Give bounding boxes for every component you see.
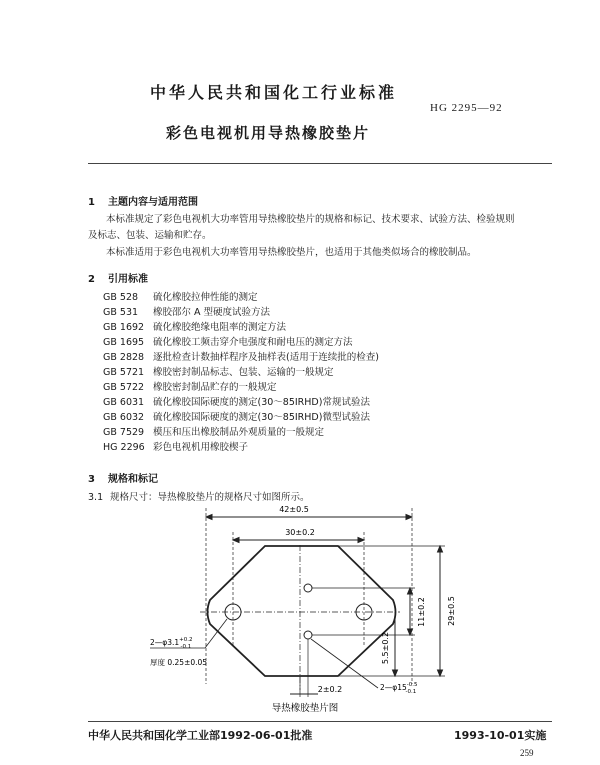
reference-code: GB 1692 xyxy=(103,322,145,333)
reference-title: 逐批检查计数抽样程序及抽样表(适用于连续批的检查) xyxy=(153,352,379,363)
section-2-number: 2 xyxy=(88,274,95,285)
label-thickness: 厚度 0.25±0.05 xyxy=(150,658,208,667)
section-1-para-2: 本标准适用于彩色电视机大功率管用导热橡胶垫片，也适用于其他类似场合的橡胶制品。 xyxy=(106,247,477,258)
reference-code: GB 7529 xyxy=(103,427,145,438)
section-3-1-number: 3.1 xyxy=(88,492,104,503)
page-number: 259 xyxy=(520,748,534,758)
leader-large-hole xyxy=(205,619,227,648)
dim-text-overall-height: 29±0.5 xyxy=(447,596,456,626)
label-large-hole: $2—\varphi 3.1^{+0.2}$ -0.1 xyxy=(150,637,193,650)
reference-title: 硫化橡胶国际硬度的测定(30～85IRHD)微型试验法 xyxy=(153,412,370,423)
arrow-down xyxy=(438,670,443,676)
arrow-up xyxy=(438,546,443,552)
reference-code: GB 5721 xyxy=(103,367,145,378)
reference-code: HG 2296 xyxy=(103,442,145,453)
section-2-title: 引用标准 xyxy=(108,274,148,285)
dim-text-hole-spacing: 30±0.2 xyxy=(285,528,315,537)
reference-title: 模压和压出橡胶制品外观质量的一般规定 xyxy=(153,427,325,438)
small-hole-top xyxy=(304,584,312,592)
document-title: 彩色电视机用导热橡胶垫片 xyxy=(166,124,371,142)
arrow-left xyxy=(206,515,212,520)
section-1-para-1-line-2: 及标志、包装、运输和贮存。 xyxy=(88,230,212,241)
standard-code: HG 2295—92 xyxy=(430,102,503,114)
arrow-left xyxy=(233,538,239,543)
reference-code: GB 1695 xyxy=(103,337,145,348)
reference-title: 彩色电视机用橡胶楔子 xyxy=(153,442,249,453)
reference-title: 硫化橡胶国际硬度的测定(30～85IRHD)常规试验法 xyxy=(153,397,370,408)
label-small-hole: $2—\varphi 15^{-0.5}$ -0.1 xyxy=(380,682,418,695)
reference-code: GB 6031 xyxy=(103,397,145,408)
gasket-outline xyxy=(208,546,396,676)
dim-text-small-hole-offset: 5.5±0.2 xyxy=(381,631,390,665)
section-1-number: 1 xyxy=(88,197,95,208)
reference-code: GB 528 xyxy=(103,292,139,303)
reference-code: GB 5722 xyxy=(103,382,145,393)
leader-small-hole xyxy=(311,639,378,688)
footer-rule xyxy=(88,721,552,722)
section-1-title: 主题内容与适用范围 xyxy=(108,197,198,208)
section-1-para-1-line-1: 本标准规定了彩色电视机大功率管用导热橡胶垫片的规格和标记、技术要求、试验方法、检验规则 xyxy=(106,214,515,225)
reference-title: 硫化橡胶工频击穿介电强度和耐电压的测定方法 xyxy=(153,337,353,348)
arrow-right xyxy=(406,515,412,520)
implementation-date: 1993-10-01实施 xyxy=(454,729,547,742)
small-hole-bottom xyxy=(304,631,312,639)
arrow-right xyxy=(358,538,364,543)
section-3-1-body: 规格尺寸：导热橡胶垫片的规格尺寸如图所示。 xyxy=(110,492,310,503)
reference-title: 硫化橡胶拉伸性能的测定 xyxy=(153,292,258,303)
section-3-title: 规格和标记 xyxy=(108,474,158,485)
reference-code: GB 2828 xyxy=(103,352,145,363)
reference-title: 硫化橡胶绝缘电阻率的测定方法 xyxy=(153,322,287,333)
reference-code: GB 6032 xyxy=(103,412,145,423)
dim-text-overall-width: 42±0.5 xyxy=(279,505,309,514)
issuing-organization-title: 中华人民共和国化工行业标准 xyxy=(150,83,398,102)
arrow-down xyxy=(393,670,398,676)
reference-title: 橡胶邵尔 A 型硬度试验方法 xyxy=(153,307,271,318)
reference-title: 橡胶密封制品贮存的一般规定 xyxy=(153,382,277,393)
reference-title: 橡胶密封制品标志、包装、运输的一般规定 xyxy=(153,367,334,378)
dim-text-bottom-offset: 2±0.2 xyxy=(317,685,343,694)
section-3-number: 3 xyxy=(88,474,95,485)
dim-text-hole-center-height: 11±0.2 xyxy=(417,597,426,627)
issuer-approval: 中华人民共和国化学工业部1992-06-01批准 xyxy=(88,729,313,742)
figure-caption: 导热橡胶垫片图 xyxy=(271,703,339,714)
reference-code: GB 531 xyxy=(103,307,139,318)
